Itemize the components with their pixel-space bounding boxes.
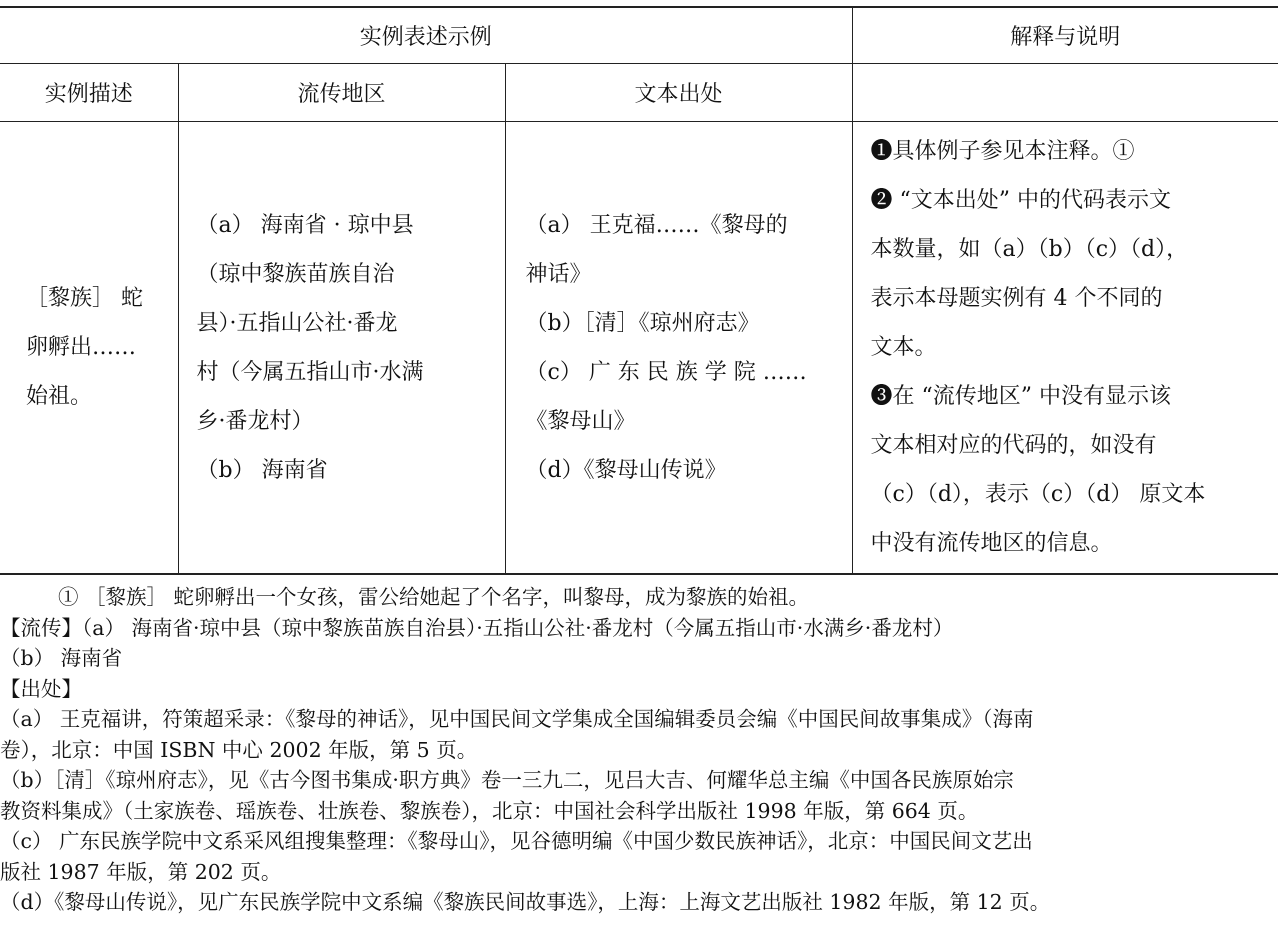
notes-line: ❶具体例子参见本注释。①: [870, 139, 1135, 164]
notes-line: 表示本母题实例有 4 个不同的: [870, 286, 1163, 311]
source-line: （a） 王克福……《黎母的: [525, 212, 788, 238]
region-line: （a） 海南省 · 琼中县: [196, 212, 414, 238]
footnote-transmission: 【流传】（a） 海南省·琼中县（琼中黎族苗族自治县）·五指山公社·番龙村（今属五指山市·水满乡·番龙村）: [0, 615, 954, 640]
description-cell: [0, 122, 178, 575]
description-line: 卵孵出……: [26, 335, 137, 360]
column-header-region: 流传地区: [178, 64, 505, 122]
region-line: （b） 海南省: [196, 457, 328, 483]
source-cell: [505, 122, 852, 575]
source-line: （b）［清］《琼州府志》: [525, 310, 760, 336]
source-line: （c） 广 东 民 族 学 院 ……: [525, 359, 807, 385]
notes-line: ❷ “文本出处” 中的代码表示文: [870, 188, 1172, 213]
footnote-source-a: （a） 王克福讲，符策超采录：《黎母的神话》，见中国民间文学集成全国编辑委员会编《中国民间故事集成》（海南: [0, 707, 1034, 731]
region-line: （琼中黎族苗族自治: [196, 261, 395, 287]
footnote-source-b-cont: 教资料集成》（土家族卷、瑶族卷、壮族卷、黎族卷），北京：中国社会科学出版社 1998 年版，第 664 页。: [0, 798, 979, 823]
region-line: 村（今属五指山市·水满: [196, 359, 424, 385]
notes-line: 中没有流传地区的信息。: [870, 531, 1113, 556]
footnote-source-d: （d）《黎母山传说》，见广东民族学院中文系编《黎族民间故事选》，上海：上海文艺出版社 1982 年版，第 12 页。: [0, 890, 1051, 914]
notes-line: 本数量，如（a）（b）（c）（d），: [870, 237, 1189, 262]
region-line: 乡·番龙村）: [196, 408, 314, 434]
footnote-source-c-cont: 版社 1987 年版，第 202 页。: [0, 859, 282, 884]
footnote-source-c: （c） 广东民族学院中文系采风组搜集整理：《黎母山》，见谷德明编《中国少数民族神话》，北京：中国民间文艺出: [0, 829, 1033, 853]
footnote-sources-heading: 【出处】: [0, 676, 82, 701]
notes-line: 文本相对应的代码的，如没有: [870, 433, 1157, 458]
notes-cell: [852, 122, 1278, 575]
motif-example-table: [0, 6, 1278, 575]
column-header-description: 实例描述: [0, 64, 178, 122]
region-line: 县）·五指山公社·番龙: [196, 310, 398, 336]
footnote-source-a-cont: 卷），北京：中国 ISBN 中心 2002 年版，第 5 页。: [0, 737, 478, 762]
column-header-source: 文本出处: [505, 64, 852, 122]
source-line: 《黎母山》: [525, 408, 636, 434]
group-header-explanation: 解释与说明: [852, 7, 1278, 64]
description-line: ［黎族］ 蛇: [26, 286, 143, 311]
notes-line: 文本。: [870, 335, 937, 360]
footnotes: [0, 582, 1278, 918]
source-line: 神话》: [525, 261, 592, 287]
description-line: 始祖。: [26, 384, 93, 409]
column-header-notes: [852, 64, 1278, 122]
footnote-summary: ① ［黎族］ 蛇卵孵出一个女孩，雷公给她起了个名字，叫黎母，成为黎族的始祖。: [58, 585, 810, 609]
footnote-transmission-b: （b） 海南省: [0, 646, 123, 670]
notes-line: ❸在 “流传地区” 中没有显示该: [870, 384, 1172, 409]
group-header-examples: 实例表述示例: [0, 7, 852, 64]
notes-line: （c）（d），表示（c）（d） 原文本: [870, 482, 1206, 507]
region-cell: [178, 122, 505, 575]
source-line: （d）《黎母山传说》: [525, 457, 727, 483]
footnote-source-b: （b）［清］《琼州府志》，见《古今图书集成·职方典》卷一三九二，见吕大吉、何耀华总主编《中国各民族原始宗: [0, 768, 1014, 792]
